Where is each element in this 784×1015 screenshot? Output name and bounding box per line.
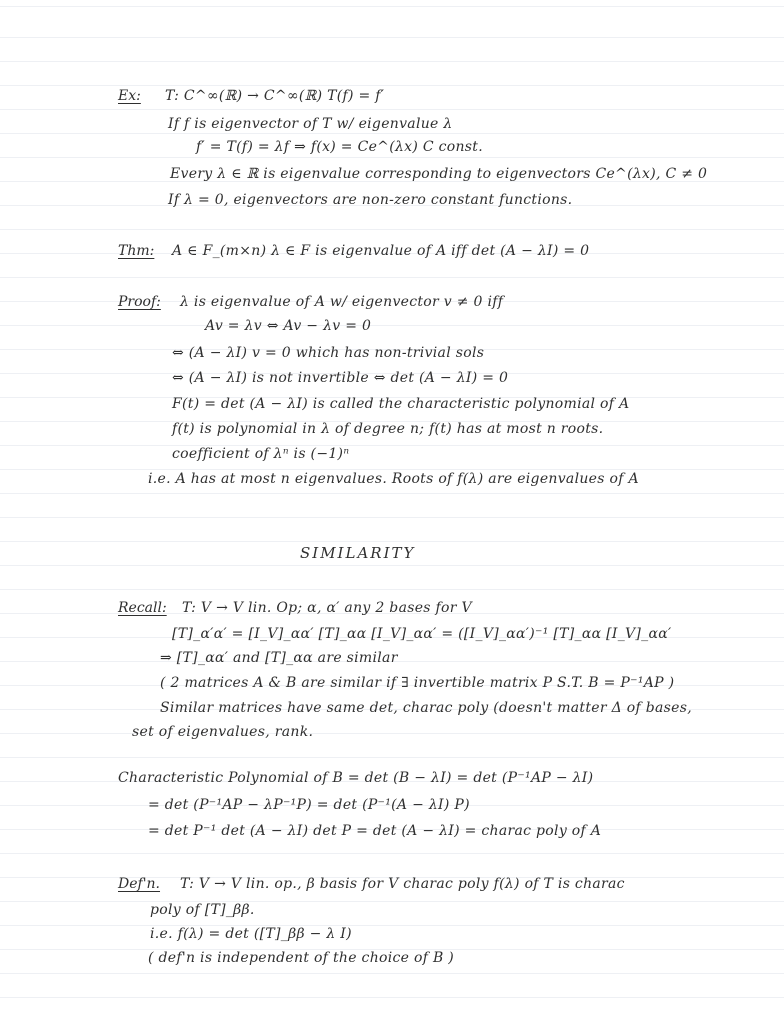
proof-line-8: i.e. A has at most n eigenvalues. Roots of f(λ) are eigenvalues of A — [148, 471, 639, 487]
recall-line-5: Similar matrices have same det, charac poly (doesn't matter Δ of bases, — [160, 700, 692, 716]
recall-line-1: T: V → V lin. Op; α, α′ any 2 bases for V — [182, 600, 472, 616]
proof-line-2: Av = λv ⇔ Av − λv = 0 — [205, 318, 372, 334]
example-line-3: f′ = T(f) = λf ⇒ f(x) = Ce^(λx) C const. — [196, 139, 483, 155]
definition-line-4: ( def'n is independent of the choice of B ) — [148, 950, 455, 966]
recall-line-6: set of eigenvalues, rank. — [132, 724, 314, 740]
recall-line-2: [T]_α′α′ = [I_V]_αα′ [T]_αα [I_V]_αα′ = ([I_V]_αα′)⁻¹ [T]_αα [I_V]_αα′ — [172, 626, 672, 642]
definition-line-3: i.e. f(λ) = det ([T]_ββ − λ I) — [150, 926, 352, 942]
proof-line-7: coefficient of λⁿ is (−1)ⁿ — [172, 446, 350, 462]
example-line-5: If λ = 0, eigenvectors are non-zero constant functions. — [168, 192, 573, 208]
definition-line-1: T: V → V lin. op., β basis for V charac poly f(λ) of T is charac — [180, 876, 625, 892]
definition-line-2: poly of [T]_ββ. — [150, 902, 255, 918]
section-title: SIMILARITY — [300, 544, 416, 562]
char-poly-line-3: = det P⁻¹ det (A − λI) det P = det (A − λI) = charac poly of A — [148, 823, 602, 839]
recall-line-4: ( 2 matrices A & B are similar if ∃ invertible matrix P S.T. B = P⁻¹AP ) — [160, 675, 675, 691]
example-line-1: T: C^∞(ℝ) → C^∞(ℝ) T(f) = f′ — [165, 88, 385, 104]
recall-line-3: ⇒ [T]_αα′ and [T]_αα are similar — [160, 650, 398, 666]
recall-label: Recall: — [118, 600, 167, 616]
theorem-statement: A ∈ F_(m×n) λ ∈ F is eigenvalue of A iff det (A − λI) = 0 — [172, 243, 590, 259]
proof-line-6: f(t) is polynomial in λ of degree n; f(t) has at most n roots. — [172, 421, 604, 437]
theorem-label: Thm: — [118, 243, 155, 259]
proof-line-5: F(t) = det (A − λI) is called the characteristic polynomial of A — [172, 396, 630, 412]
example-line-2: If f is eigenvector of T w/ eigenvalue λ — [168, 116, 453, 132]
proof-label: Proof: — [118, 294, 161, 310]
definition-label: Def'n. — [118, 876, 161, 892]
proof-line-3: ⇔ (A − λI) v = 0 which has non-trivial sols — [172, 345, 485, 361]
char-poly-line-2: = det (P⁻¹AP − λP⁻¹P) = det (P⁻¹(A − λI) P) — [148, 797, 470, 813]
char-poly-line-1: Characteristic Polynomial of B = det (B − λI) = det (P⁻¹AP − λI) — [118, 770, 594, 786]
example-label: Ex: — [118, 88, 141, 104]
proof-line-4: ⇔ (A − λI) is not invertible ⇔ det (A − λI) = 0 — [172, 370, 509, 386]
example-line-4: Every λ ∈ ℝ is eigenvalue corresponding to eigenvectors Ce^(λx), C ≠ 0 — [170, 166, 708, 182]
proof-line-1: λ is eigenvalue of A w/ eigenvector v ≠ 0 iff — [180, 294, 504, 310]
